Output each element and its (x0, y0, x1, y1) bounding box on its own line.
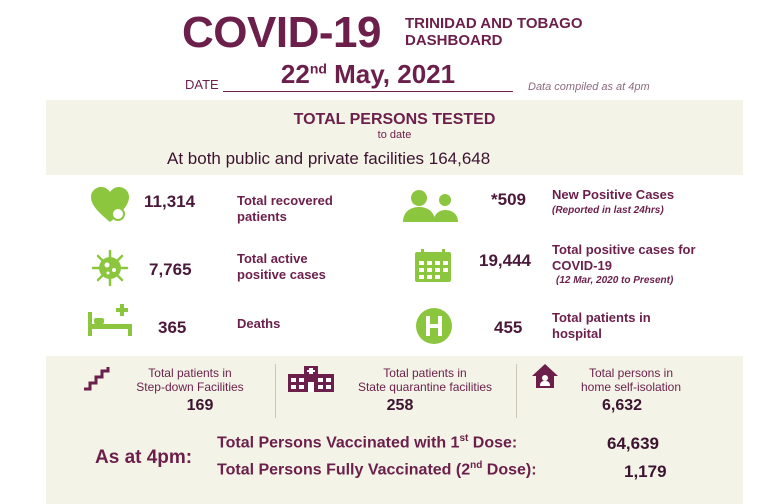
second-dose-label-text: Total Persons Fully Vaccinated (2 (217, 461, 471, 479)
hospital-icon (415, 307, 453, 350)
quarantine-label (340, 366, 510, 394)
quarantine-value: 258 (386, 397, 414, 414)
virus-icon (91, 249, 129, 292)
second-dose-label-end: Dose): (482, 461, 537, 479)
stepdown-label-line2: Step-down Facilities (136, 380, 244, 394)
dashboard-subtitle-dashboard: DASHBOARD (405, 32, 503, 49)
people-icon (401, 188, 461, 229)
date-underline (223, 91, 513, 92)
quarantine-label-line2: State quarantine facilities (357, 380, 493, 394)
tested-subtitle: to date (377, 129, 412, 141)
active-value: 7,765 (149, 260, 192, 279)
deaths-value: 365 (158, 318, 187, 337)
home-label-line2: home self-isolation (580, 380, 682, 394)
first-dose-label (217, 433, 517, 452)
date-day: 22 (280, 59, 310, 89)
compiled-note: Data compiled as at 4pm (528, 81, 650, 93)
new-positive-label: New Positive Cases (552, 187, 675, 202)
stepdown-label-line1: Total patients in (148, 366, 232, 380)
new-positive-value: *509 (491, 190, 526, 209)
active-label: Total active positive cases (237, 251, 326, 282)
quarantine-label-line1: Total patients in (383, 366, 467, 380)
stepdown-label (110, 366, 270, 394)
home-label-line1: Total persons in (588, 366, 674, 380)
first-dose-value: 64,639 (607, 434, 659, 453)
tested-title: TOTAL PERSONS TESTED (293, 111, 496, 128)
total-positive-label: Total positive cases for COVID-19 (552, 242, 696, 273)
hospital-value: 455 (494, 318, 523, 337)
second-dose-label-sup: nd (470, 460, 483, 471)
home-label (556, 366, 706, 394)
stepdown-value: 169 (186, 397, 214, 414)
hospital-label: Total patients in hospital (552, 310, 651, 341)
divider (275, 364, 276, 418)
date-month-year: May, 2021 (326, 59, 456, 89)
tested-total: At both public and private facilities 164,648 (167, 149, 491, 168)
date-label: DATE (185, 77, 219, 92)
dashboard-subtitle-country: TRINIDAD AND TOBAGO (405, 15, 583, 32)
deaths-label: Deaths (237, 316, 281, 331)
building-icon (286, 364, 336, 399)
total-positive-value: 19,444 (479, 251, 531, 270)
vaccination-as-at: As at 4pm: (95, 447, 193, 468)
heart-icon (90, 186, 130, 229)
second-dose-value: 1,179 (624, 462, 667, 481)
stairs-icon (82, 365, 112, 396)
recovered-value: 11,314 (144, 192, 196, 211)
date-suffix: nd (309, 60, 327, 77)
second-dose-label (217, 460, 537, 479)
first-dose-label-sup: st (459, 433, 469, 444)
first-dose-label-end: Dose: (468, 434, 518, 452)
new-positive-note: (Reported in last 24hrs) (552, 205, 664, 216)
recovered-label: Total recovered patients (237, 193, 333, 224)
first-dose-label-text: Total Persons Vaccinated with 1 (217, 434, 460, 452)
total-positive-note: (12 Mar, 2020 to Present) (556, 275, 674, 286)
divider (516, 364, 517, 418)
home-value: 6,632 (601, 397, 643, 414)
calendar-icon (413, 248, 453, 289)
dashboard-title: COVID-19 (182, 8, 381, 57)
hospital-bed-icon (86, 302, 136, 343)
report-date (223, 59, 513, 90)
